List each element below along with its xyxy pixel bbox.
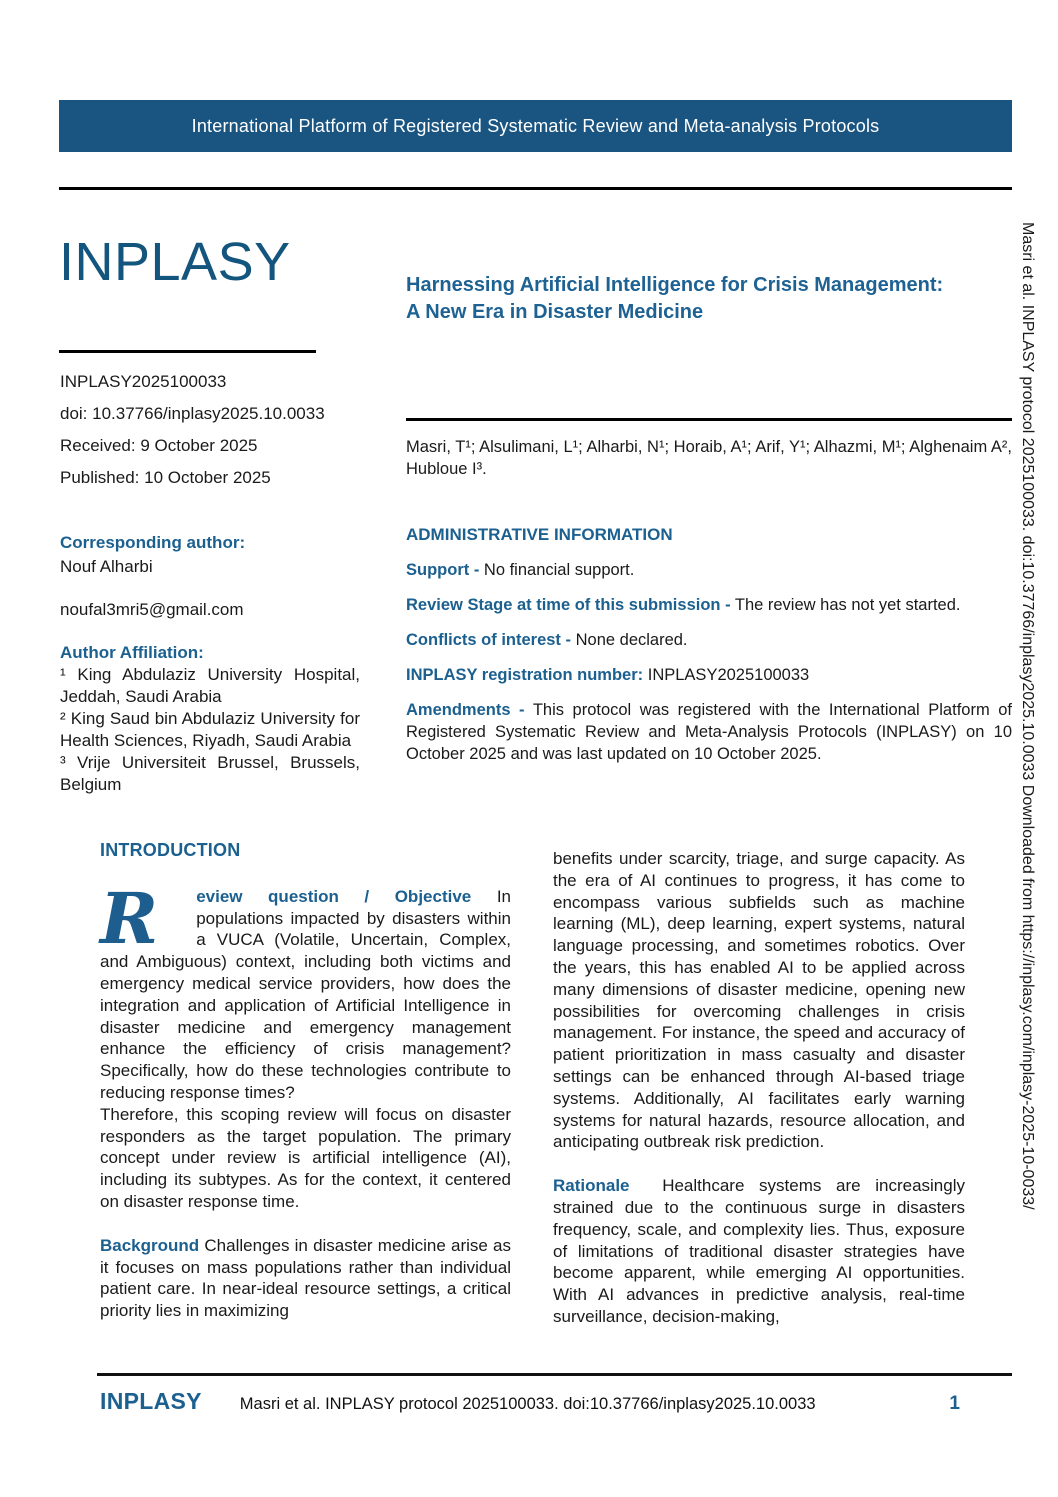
- platform-banner: [59, 100, 1012, 152]
- doi-line: doi: 10.37766/inplasy2025.10.0033: [60, 404, 325, 423]
- body-column-right: [553, 848, 965, 1328]
- administrative-information: [406, 525, 1012, 765]
- header-divider: [59, 187, 1012, 190]
- rationale-paragraph: [553, 1175, 965, 1328]
- review-question-text: In populations impacted by disasters within a VUCA (Volatile, Uncertain, Complex, and Ambiguous) context, including both victims and emergency medical service providers, how does the integration and application of Artificial Intelligence in disaster medicine and emergency management enhance the efficiency of crisis management? Specifically, how do these technologies contribute to reducing response times?: [100, 886, 511, 1102]
- background-paragraph: [100, 1235, 511, 1322]
- page-footer: [100, 1388, 1012, 1415]
- affiliation-1: ¹ King Abdulaziz University Hospital, Jeddah, Saudi Arabia: [60, 665, 360, 706]
- vertical-download-notice: Masri et al. INPLASY protocol 2025100033. doi:10.37766/inplasy2025.10.0033 Downloaded from https://inplasy.com/inplasy-2025-10-0033/: [1019, 222, 1036, 1210]
- platform-banner-title: International Platform of Registered Systematic Review and Meta-analysis Protocols: [191, 115, 880, 136]
- logo-divider: [59, 350, 316, 353]
- review-question-paragraph: [100, 876, 511, 1104]
- registration-number-value: INPLASY2025100033: [647, 666, 810, 684]
- conflicts-value: None declared.: [575, 631, 688, 649]
- admin-row-review-stage: [406, 594, 1012, 616]
- corresponding-author-name: Nouf Alharbi: [60, 557, 153, 576]
- background-text: Challenges in disaster medicine arise as it focuses on mass populations rather than individual patient care. In near-ideal resource settings, a critical priority lies in maximizing: [100, 1235, 511, 1321]
- article-title-line1: Harnessing Artificial Intelligence for Crisis Management:: [406, 274, 944, 296]
- article-header: [406, 272, 1012, 778]
- review-question-label: eview question / Objective: [196, 886, 472, 906]
- affiliation-2: ² King Saud bin Abdulaziz University for Health Sciences, Riyadh, Saudi Arabia: [60, 709, 360, 750]
- background-label: Background: [100, 1235, 200, 1255]
- review-stage-value: The review has not yet started.: [734, 596, 961, 614]
- authors-divider: [406, 418, 1012, 421]
- protocol-metadata: [60, 372, 380, 500]
- admin-row-conflicts: [406, 629, 1012, 651]
- article-title-line2: A New Era in Disaster Medicine: [406, 301, 704, 323]
- admin-row-support: [406, 559, 1012, 581]
- corresponding-author-heading: Corresponding author:: [60, 533, 246, 552]
- contact-block: [60, 532, 360, 796]
- authors-list: Masri, T¹; Alsulimani, L¹; Alharbi, N¹; Horaib, A¹; Arif, Y¹; Alhazmi, M¹; Alghenaim A², Hubloue I³.: [406, 438, 1012, 478]
- received-date: Received: 9 October 2025: [60, 436, 258, 455]
- dropcap-letter: R: [100, 876, 159, 960]
- footer-divider: [97, 1373, 1012, 1376]
- page-number: 1: [949, 1393, 960, 1414]
- admin-row-registration: [406, 664, 1012, 686]
- background-continuation-paragraph: benefits under scarcity, triage, and surge capacity. As the era of AI continues to progress, it has come to encompass various subfields such as machine learning (ML), deep learning, expert systems, natural language processing, and sometimes robotics. Over the years, this has enabled AI to be applied across many dimensions of disaster medicine, opening new possibilities for overcoming challenges in crisis management. For instance, the speed and accuracy of patient prioritization in mass casualty and disaster settings can be enhanced through AI-based triage systems. Additionally, AI facilitates early warning systems for natural hazards, resource allocation, and anticipating outbreak risk prediction.: [553, 849, 965, 1152]
- introduction-heading: INTRODUCTION: [100, 840, 241, 860]
- author-affiliation-heading: Author Affiliation:: [60, 643, 204, 662]
- support-label: Support -: [406, 561, 480, 579]
- support-value: No financial support.: [483, 561, 635, 579]
- amendments-value: This protocol was registered with the International Platform of Registered Systematic Review and Meta-Analysis Protocols (INPLASY) on 10 October 2025 and was last updated on 10 October 2025.: [406, 701, 1012, 763]
- footer-citation: Masri et al. INPLASY protocol 2025100033. doi:10.37766/inplasy2025.10.0033: [239, 1395, 816, 1413]
- registration-number-label: INPLASY registration number:: [406, 666, 644, 684]
- affiliation-3: ³ Vrije Universiteit Brussel, Brussels, Belgium: [60, 753, 360, 794]
- registration-id: INPLASY2025100033: [60, 372, 227, 391]
- article-title: [406, 272, 1012, 326]
- corresponding-author-email: noufal3mri5@gmail.com: [60, 600, 244, 619]
- footer-inplasy-logo: INPLASY: [100, 1388, 202, 1414]
- amendments-label: Amendments -: [406, 701, 525, 719]
- body-column-left: [100, 840, 511, 1322]
- published-date: Published: 10 October 2025: [60, 468, 271, 487]
- inplasy-logo: INPLASY: [59, 232, 291, 292]
- review-stage-label: Review Stage at time of this submission -: [406, 596, 731, 614]
- admin-row-amendments: [406, 699, 1012, 765]
- rationale-label: Rationale: [553, 1176, 630, 1196]
- conflicts-label: Conflicts of interest -: [406, 631, 572, 649]
- admin-section-title: ADMINISTRATIVE INFORMATION: [406, 525, 673, 544]
- rationale-text: Healthcare systems are increasingly strained due to the continuous surge in disasters frequency, scale, and complexity lies. Thus, exposure of limitations of traditional disaster strategies have become apparent, while emerging AI opportunities. With AI advances in predictive analysis, real-time surveillance, decision-making,: [553, 1176, 965, 1326]
- scoping-review-paragraph: Therefore, this scoping review will focus on disaster responders as the target population. The primary concept under review is artificial intelligence (AI), including its subtypes. As for the context, it centered on disaster response time.: [100, 1104, 511, 1211]
